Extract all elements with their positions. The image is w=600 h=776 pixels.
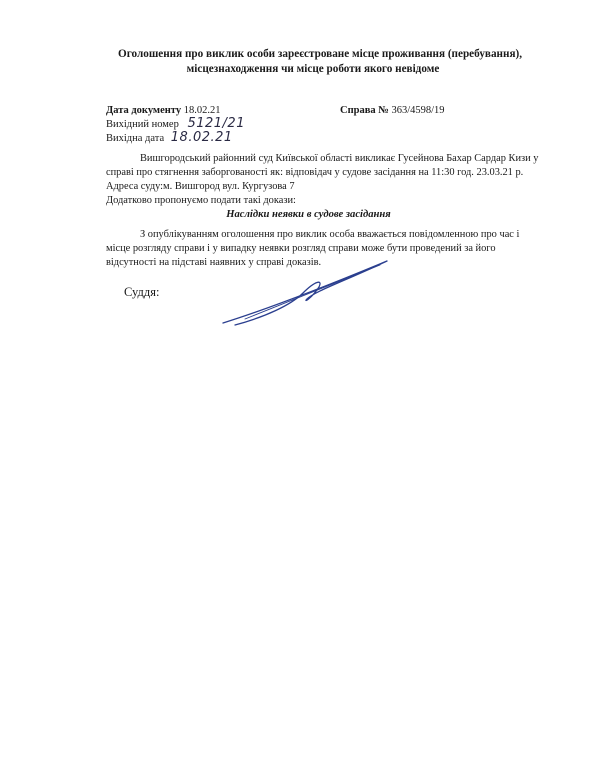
summons-paragraph — [106, 152, 539, 208]
summons-line-1: Вишгородський районний суд Київської області викликає Гусейнова Бахар Сардар Кизи у — [140, 153, 539, 164]
out-number-handwritten: 5121/21 — [187, 116, 245, 131]
case-value: 363/4598/19 — [391, 105, 445, 116]
summons-line-2: справі про стягнення заборгованості як: відповідач у судове засідання на 11:30 год. 23.03.21 р. — [106, 167, 524, 178]
summons-line-3: Адреса суду:м. Вишгород вул. Кургузова 7 — [106, 181, 295, 192]
out-number-label: Вихідний номер — [106, 119, 179, 130]
section-heading: Наслідки неявки в судове засідання — [226, 209, 391, 220]
title-line-1: Оголошення про виклик особи зареєстроване місце проживання (перебування), — [118, 48, 523, 60]
out-date-row — [106, 131, 233, 146]
out-date-handwritten: 18.02.21 — [170, 130, 233, 145]
consequences-line-1: З опублікуванням оголошення про виклик особа вважається повідомленною про час і — [140, 229, 520, 240]
case-label: Справа № — [340, 105, 389, 116]
judge-signature — [215, 255, 395, 330]
case-number-row — [340, 104, 445, 118]
summons-line-4: Додатково пропонуємо подати такі докази: — [106, 195, 296, 206]
consequences-line-2: місце розгляду справи і у випадку неявки розгляд справи може бути проведений за його — [106, 243, 496, 254]
title-line-2: місцезнаходження чи місце роботи якого невідоме — [186, 63, 440, 75]
consequences-line-3: відсутності на підставі наявних у справі доказів. — [106, 257, 322, 268]
judge-label: Суддя: — [124, 285, 160, 299]
document-title — [118, 47, 523, 77]
out-date-label: Вихідна дата — [106, 133, 165, 144]
doc-date-label: Дата документу — [106, 105, 182, 116]
doc-date-value: 18.02.21 — [183, 105, 221, 116]
